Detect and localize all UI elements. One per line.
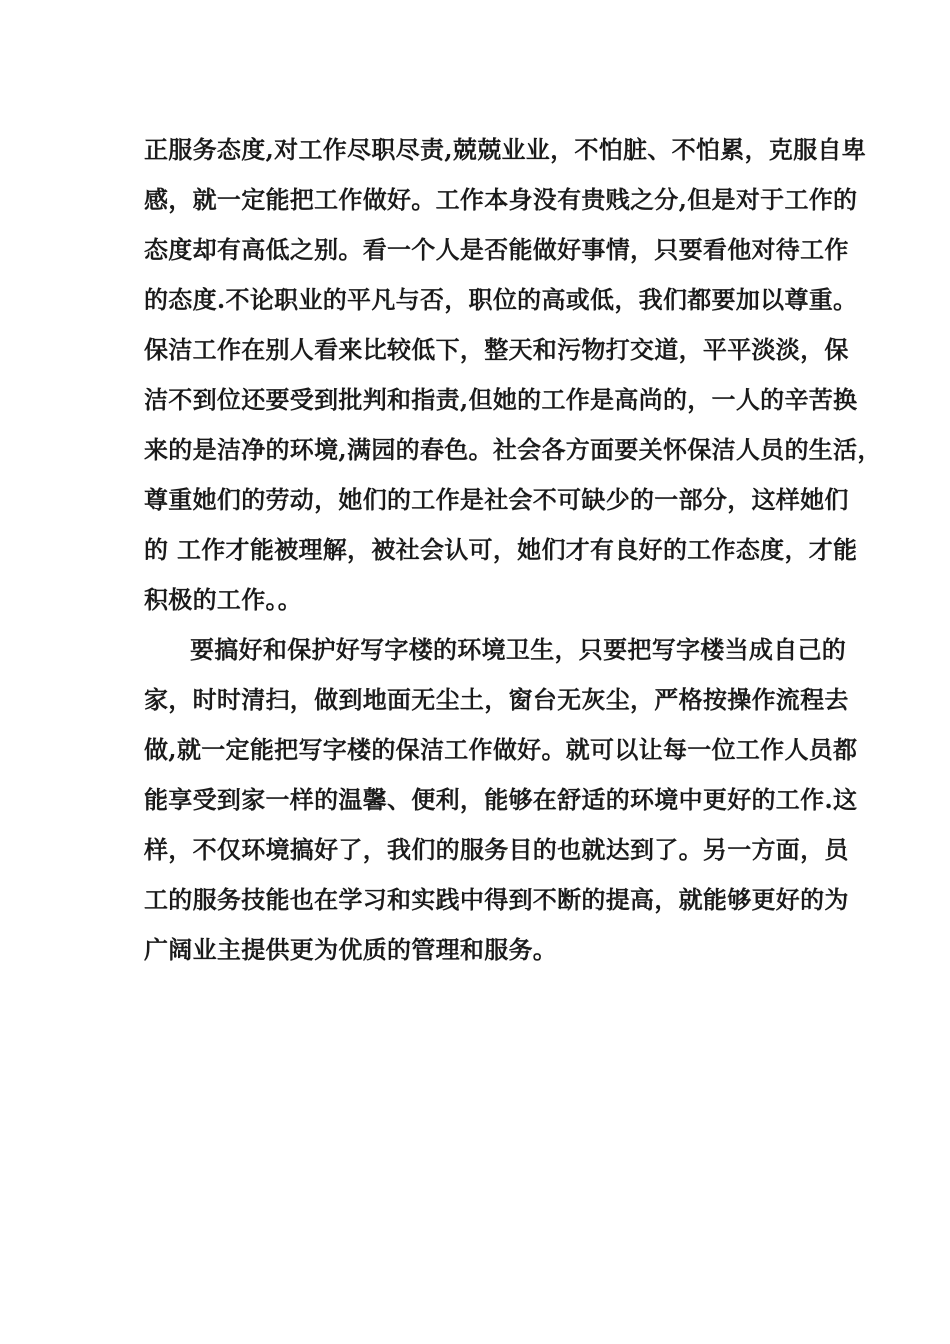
paragraph-1-line-3: 态度却有高低之别。看一个人是否能做好事情，只要看他对待工作	[144, 235, 849, 264]
paragraph-2-line-4: 能享受到家一样的温馨、便利，能够在舒适的环境中更好的工作.这	[144, 785, 858, 814]
paragraph-2-line-6: 工的服务技能也在学习和实践中得到不断的提高，就能够更好的为	[144, 885, 849, 914]
paragraph-1-line-2: 感，就一定能把工作做好。工作本身没有贵贱之分,但是对于工作的	[144, 185, 858, 214]
paragraph-1-line-10: 积极的工作。。	[144, 585, 303, 614]
paragraph-2-line-1: 要搞好和保护好写字楼的环境卫生，只要把写字楼当成自己的	[190, 635, 847, 664]
paragraph-1-line-1: 正服务态度,对工作尽职尽责,兢兢业业，不怕脏、不怕累，克服自卑	[144, 135, 867, 164]
paragraph-1-line-6: 洁不到位还要受到批判和指责,但她的工作是高尚的，一人的辛苦换	[144, 385, 858, 414]
paragraph-2-line-7: 广阔业主提供更为优质的管理和服务。	[144, 935, 558, 964]
paragraph-1-line-5: 保洁工作在别人看来比较低下，整天和污物打交道，平平淡淡，保	[144, 335, 849, 364]
paragraph-1-line-4: 的态度.不论职业的平凡与否，职位的高或低，我们都要加以尊重。	[144, 285, 858, 314]
paragraph-2-line-3: 做,就一定能把写字楼的保洁工作做好。就可以让每一位工作人员都	[144, 735, 858, 764]
paragraph-1-line-7: 来的是洁净的环境,满园的春色。社会各方面要关怀保洁人员的生活，	[144, 435, 882, 464]
paragraph-1-line-8: 尊重她们的劳动，她们的工作是社会不可缺少的一部分，这样她们	[144, 485, 849, 514]
paragraph-2-line-5: 样，不仅环境搞好了，我们的服务目的也就达到了。另一方面，员	[144, 835, 849, 864]
paragraph-1-line-9: 的 工作才能被理解，被社会认可，她们才有良好的工作态度，才能	[144, 535, 858, 564]
paragraph-2-line-2: 家，时时清扫，做到地面无尘土，窗台无灰尘，严格按操作流程去	[144, 685, 849, 714]
